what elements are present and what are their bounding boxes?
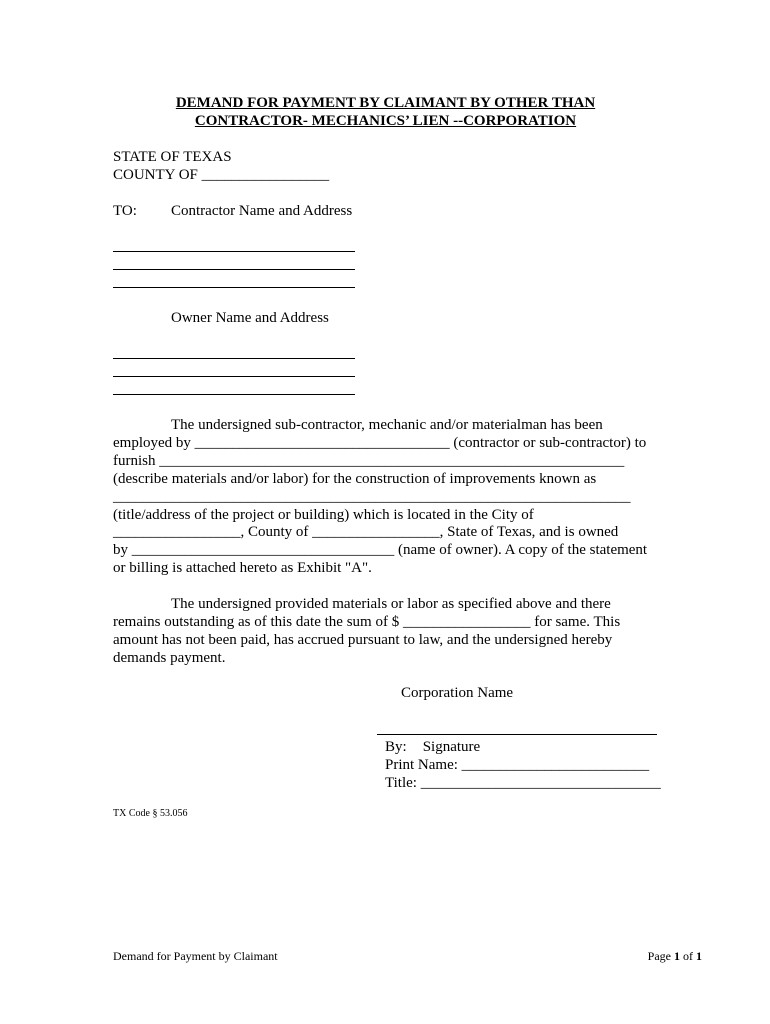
owner-address-line-2	[113, 376, 355, 377]
to-label: TO:	[113, 203, 137, 219]
contractor-address-line-1	[113, 251, 355, 252]
paragraph-1-line-4: (describe materials and/or labor) for the construction of improvements known as	[113, 471, 597, 487]
county-line: COUNTY OF _________________	[113, 167, 330, 183]
title-line-1: DEMAND FOR PAYMENT BY CLAIMANT BY OTHER THAN	[175, 95, 596, 111]
title-line-2: CONTRACTOR- MECHANICS’ LIEN --CORPORATION	[194, 113, 577, 129]
corporation-name-label: Corporation Name	[401, 685, 514, 701]
by-signature: Signature	[422, 739, 481, 755]
paragraph-1-line-9: or billing is attached hereto as Exhibit "A".	[113, 560, 372, 576]
print-name-line: Print Name: _________________________	[385, 757, 650, 773]
by-label: By:	[385, 739, 407, 755]
paragraph-1-line-2: employed by __________________________________ (contractor or sub-contractor) to	[113, 435, 647, 451]
by-row	[385, 738, 480, 756]
contractor-address-line-2	[113, 269, 355, 270]
paragraph-1-line-6: (title/address of the project or building) which is located in the City of	[113, 507, 534, 523]
paragraph-2-line-4: demands payment.	[113, 650, 226, 666]
page-current: 1	[674, 949, 680, 963]
paragraph-1-line-8: by ___________________________________ (name of owner). A copy of the statement	[113, 542, 648, 558]
document-title	[113, 94, 658, 130]
paragraph-2-line-1: The undersigned provided materials or labor as specified above and there	[171, 596, 611, 612]
of-word: of	[680, 949, 696, 963]
paragraph-1-line-3: furnish ______________________________________________________________	[113, 453, 625, 469]
page-total: 1	[696, 949, 702, 963]
paragraph-1-line-7: _________________, County of _________________, State of Texas, and is owned	[113, 524, 619, 540]
page-word: Page	[647, 949, 674, 963]
title-line: Title: ________________________________	[385, 775, 661, 791]
footer-left: Demand for Payment by Claimant	[113, 949, 278, 963]
paragraph-1-line-5: _____________________________________________________________________	[113, 489, 631, 505]
paragraph-2-line-3: amount has not been paid, has accrued pursuant to law, and the undersigned hereby	[113, 632, 613, 648]
owner-heading: Owner Name and Address	[171, 310, 329, 326]
code-reference: TX Code § 53.056	[113, 808, 188, 819]
owner-address-line-3	[113, 394, 355, 395]
signature-line	[377, 734, 657, 735]
owner-address-line-1	[113, 358, 355, 359]
state-line: STATE OF TEXAS	[113, 149, 232, 165]
contractor-heading: Contractor Name and Address	[171, 203, 353, 219]
contractor-address-line-3	[113, 287, 355, 288]
footer-page-number	[648, 949, 702, 963]
paragraph-2-line-2: remains outstanding as of this date the sum of $ _________________ for same. This	[113, 614, 621, 630]
paragraph-1-line-1: The undersigned sub-contractor, mechanic and/or materialman has been	[171, 417, 603, 433]
